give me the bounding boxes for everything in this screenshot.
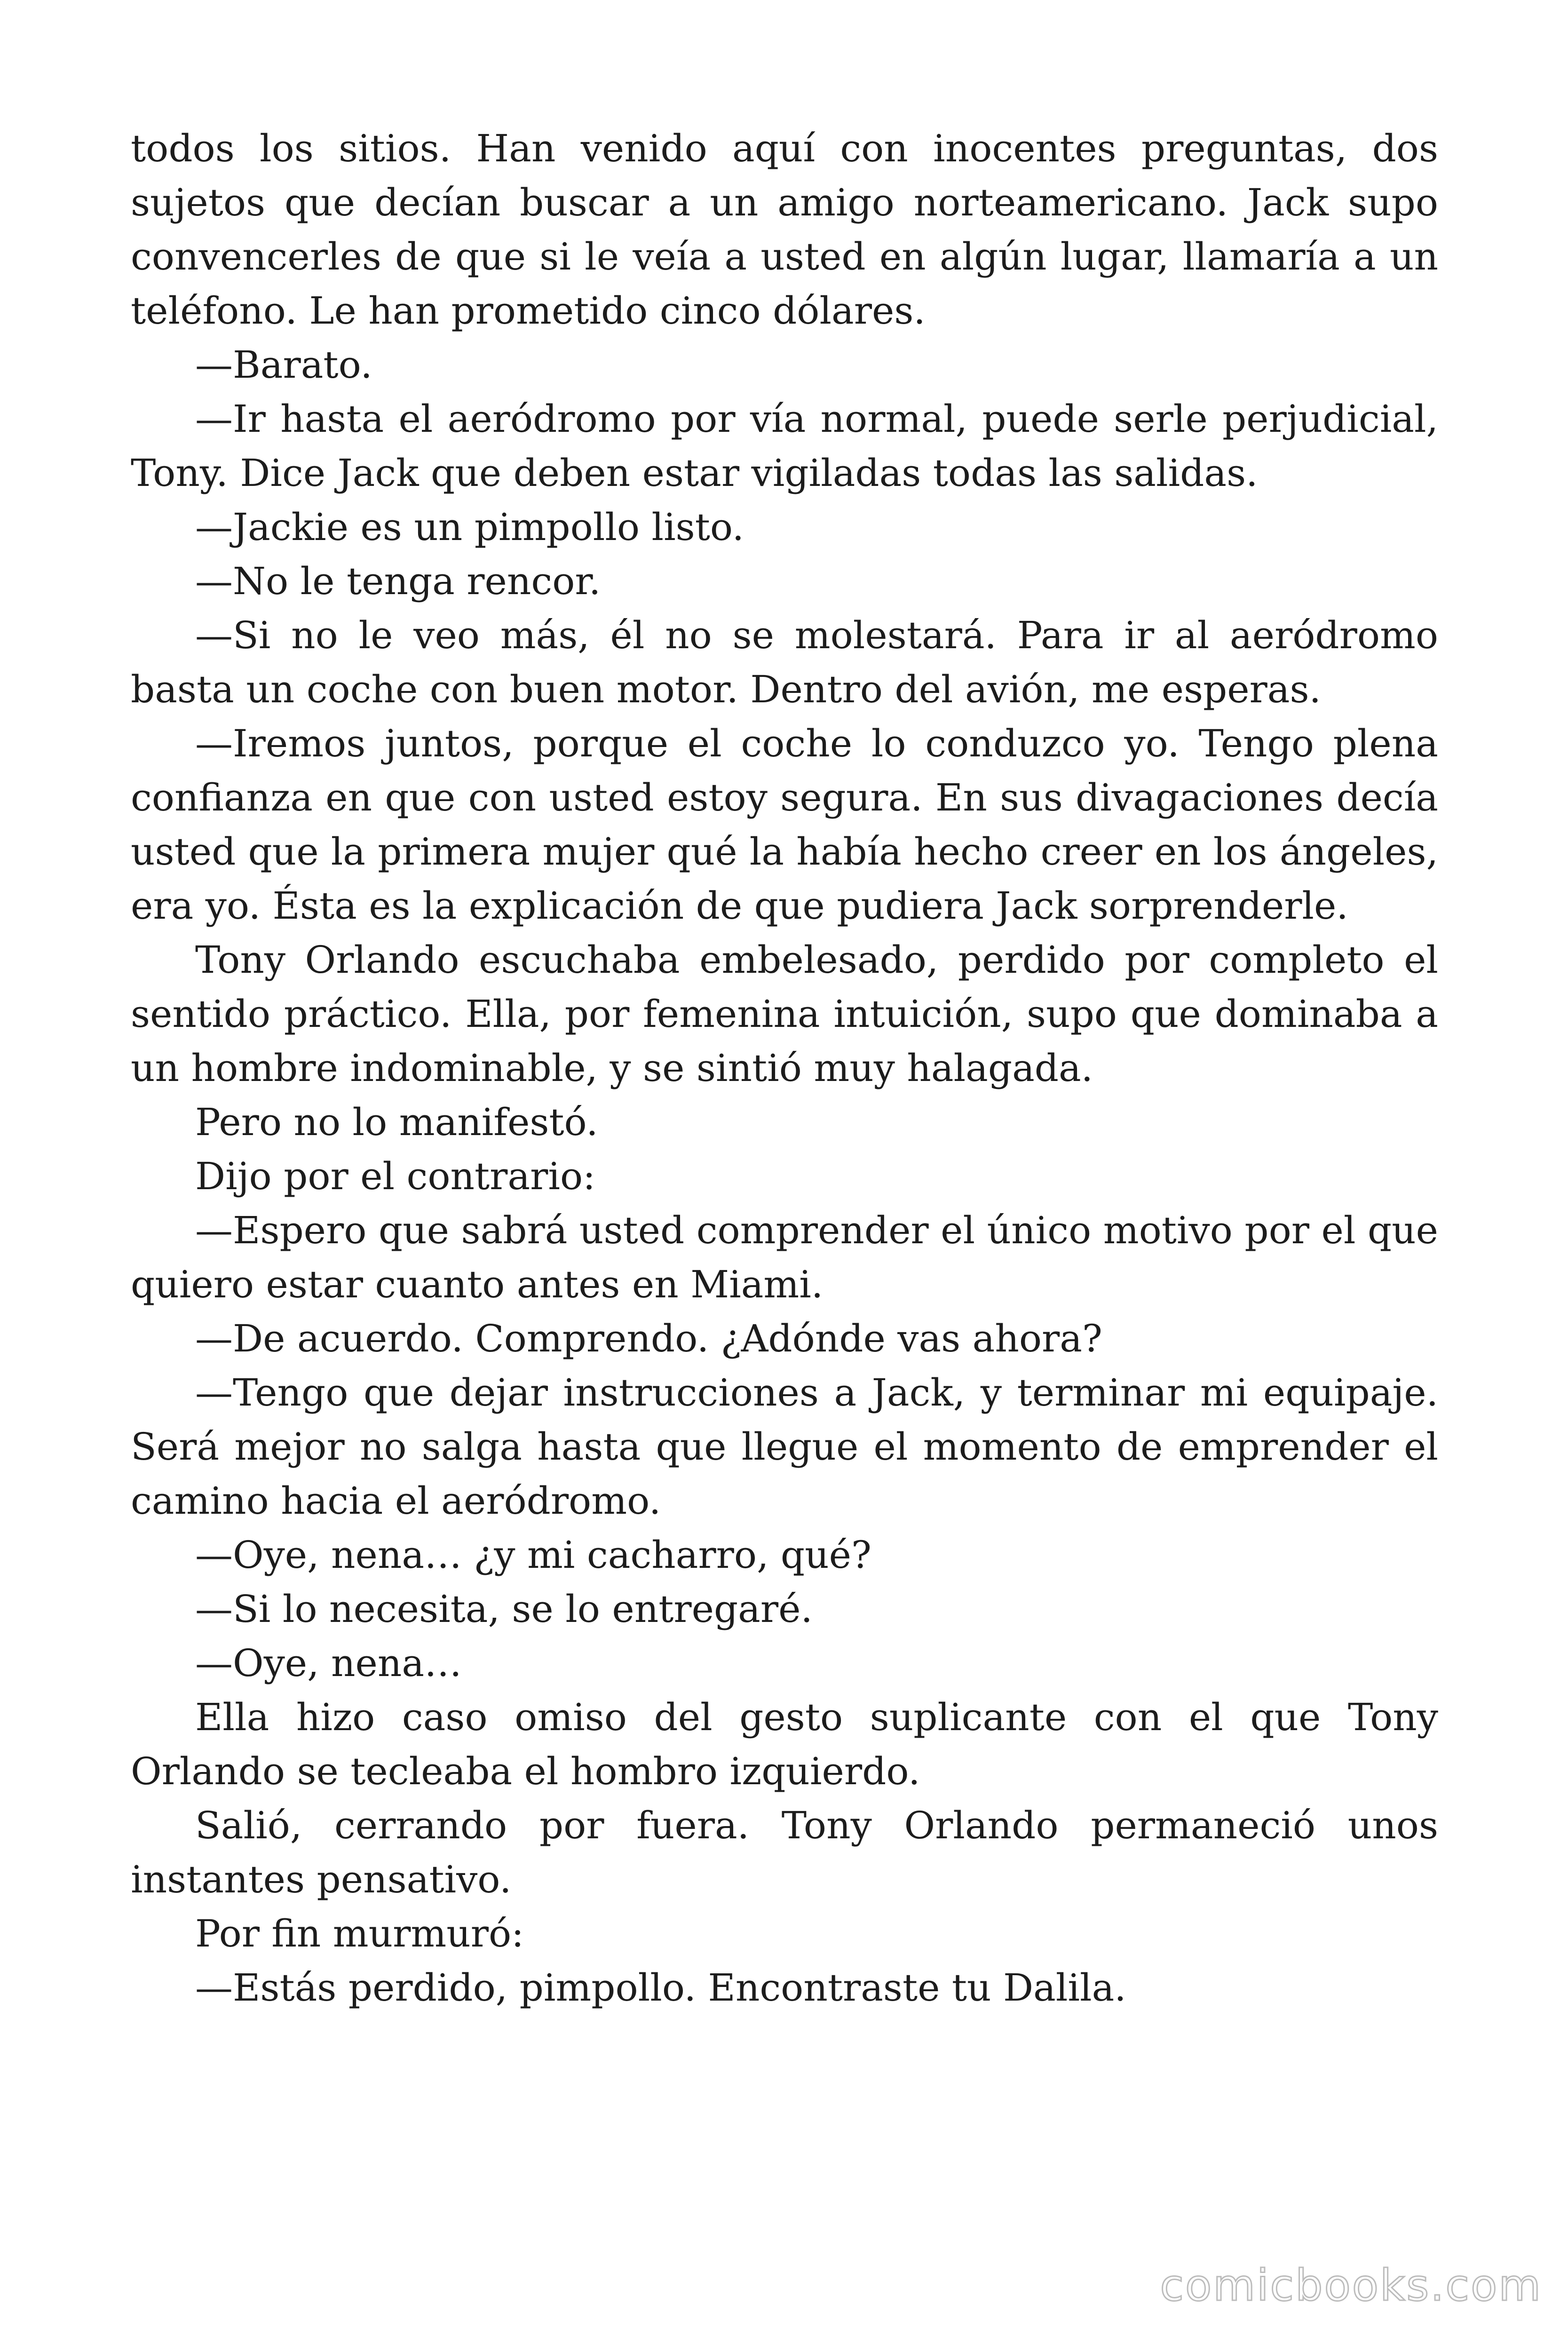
paragraph: Pero no lo manifestó.: [195, 1100, 598, 1144]
paragraph: —Si no le veo más, él no se molestará. Para ir al aeródromo basta un coche con buen motor. Dentro del avión, me esperas.: [131, 613, 1438, 711]
paragraph: —Oye, nena…: [195, 1641, 462, 1685]
paragraph: Ella hizo caso omiso del gesto suplicante con el que Tony Orlando se tecleaba el hombro izquierdo.: [131, 1695, 1438, 1793]
paragraph: —Si lo necesita, se lo entregaré.: [195, 1587, 813, 1631]
paragraph: —No le tenga rencor.: [195, 559, 601, 603]
paragraph: Dijo por el contrario:: [195, 1154, 596, 1198]
page-body-text: [131, 121, 1438, 2015]
paragraph: —Espero que sabrá usted comprender el único motivo por el que quiero estar cuanto antes en Miami.: [131, 1208, 1438, 1306]
paragraph: —Jackie es un pimpollo listo.: [195, 505, 744, 549]
paragraph: —De acuerdo. Comprendo. ¿Adónde vas ahora?: [195, 1317, 1102, 1360]
paragraph: todos los sitios. Han venido aquí con inocentes preguntas, dos sujetos que decían buscar a un amigo norteamericano. Jack supo convencerles de que si le veía a usted en algún lugar, llamaría a un teléfono. Le han prometido cinco dólares.: [131, 127, 1438, 333]
paragraph: Por fin murmuró:: [195, 1912, 524, 1955]
paragraph: —Estás perdido, pimpollo. Encontraste tu Dalila.: [195, 1966, 1126, 2010]
paragraph: —Oye, nena… ¿y mi cacharro, qué?: [195, 1533, 871, 1577]
paragraph: —Ir hasta el aeródromo por vía normal, puede serle perjudicial, Tony. Dice Jack que deben estar vigiladas todas las salidas.: [131, 397, 1438, 495]
paragraph: —Iremos juntos, porque el coche lo conduzco yo. Tengo plena confianza en que con usted estoy segura. En sus divagaciones decía usted que la primera mujer qué la había hecho creer en los ángeles, era yo. Ésta es la explicación de que pudiera Jack sorprenderle.: [131, 722, 1438, 928]
paragraph: —Barato.: [195, 343, 372, 387]
paragraph: Salió, cerrando por fuera. Tony Orlando permaneció unos instantes pensativo.: [131, 1804, 1438, 1901]
paragraph: —Tengo que dejar instrucciones a Jack, y terminar mi equipaje. Será mejor no salga hasta que llegue el momento de emprender el camino hacia el aeródromo.: [131, 1371, 1438, 1523]
paragraph: Tony Orlando escuchaba embelesado, perdido por completo el sentido práctico. Ella, por femenina intuición, supo que dominaba a un hombre indominable, y se sintió muy halagada.: [131, 938, 1438, 1090]
watermark: comicbooks.com: [1160, 2260, 1542, 2311]
